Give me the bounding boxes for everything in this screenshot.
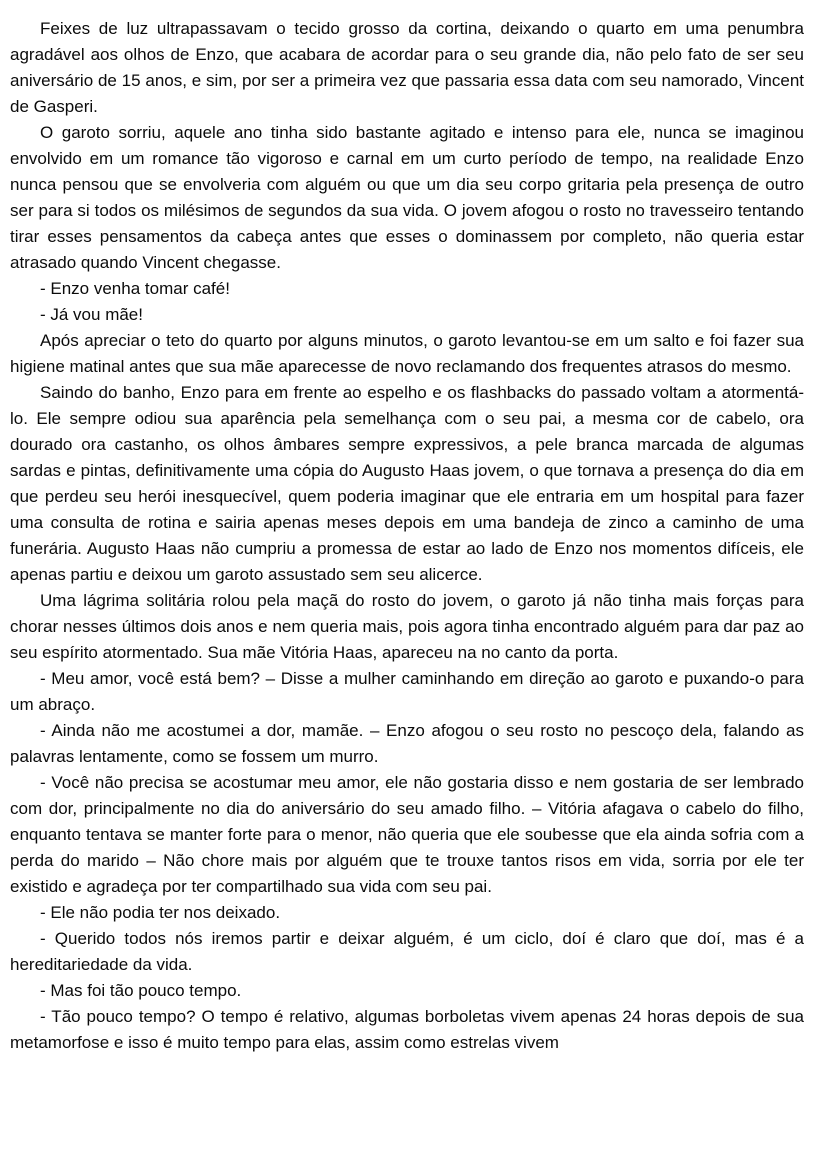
paragraph-2: O garoto sorriu, aquele ano tinha sido bastante agitado e intenso para ele, nunca se imaginou envolvido em um romance tão vigoroso e carnal em um curto período de tempo, na realidade Enzo nunca pensou que se envolveria com alguém ou que um dia seu corpo gritaria pela presença de outro ser para si todos os milésimos de segundos da sua vida. O jovem afogou o rosto no travesseiro tentando tirar esses pensamentos da cabeça antes que esses o dominassem por completo, não queria estar atrasado quando Vincent chegasse. bbox=[10, 123, 804, 272]
paragraph-3: Após apreciar o teto do quarto por alguns minutos, o garoto levantou-se em um salto e foi fazer sua higiene matinal antes que sua mãe aparecesse de novo reclamando dos frequentes atrasos do mesmo. bbox=[10, 331, 804, 376]
dialogue-line-6: - Ele não podia ter nos deixado. bbox=[40, 903, 281, 922]
dialogue-line-5: - Você não precisa se acostumar meu amor, ele não gostaria disso e nem gostaria de ser lembrado com dor, principalmente no dia do aniversário do seu amado filho. – Vitória afagava o cabelo do filho, enquanto tentava se manter forte para o menor, não queria que ele soubesse que ela ainda sofria com a perda do marido – Não chore mais por alguém que te trouxe tantos risos em vida, sorria por ele ter existido e agradeça por ter compartilhado sua vida com seu pai. bbox=[10, 773, 804, 896]
dialogue-line-8: - Mas foi tão pouco tempo. bbox=[40, 981, 242, 1000]
paragraph-1: Feixes de luz ultrapassavam o tecido grosso da cortina, deixando o quarto em uma penumbra agradável aos olhos de Enzo, que acabara de acordar para o seu grande dia, não pelo fato de ser seu aniversário de 15 anos, e sim, por ser a primeira vez que passaria essa data com seu namorado, Vincent de Gasperi. bbox=[10, 19, 804, 116]
dialogue-line-7: - Querido todos nós iremos partir e deixar alguém, é um ciclo, doí é claro que doí, mas é a hereditariedade da vida. bbox=[10, 929, 804, 974]
dialogue-line-2: - Já vou mãe! bbox=[40, 305, 143, 324]
dialogue-line-1: - Enzo venha tomar café! bbox=[40, 279, 230, 298]
dialogue-line-4: - Ainda não me acostumei a dor, mamãe. – Enzo afogou o seu rosto no pescoço dela, falando as palavras lentamente, como se fossem um murro. bbox=[10, 721, 804, 766]
paragraph-4: Saindo do banho, Enzo para em frente ao espelho e os flashbacks do passado voltam a atormentá-lo. Ele sempre odiou sua aparência pela semelhança com o seu pai, a mesma cor de cabelo, ora dourado ora castanho, os olhos âmbares sempre expressivos, a pele branca marcada de algumas sardas e pintas, definitivamente uma cópia do Augusto Haas jovem, o que tornava a presença do dia em que perdeu seu herói inesquecível, quem poderia imaginar que ele entraria em um hospital para fazer uma consulta de rotina e sairia apenas meses depois em uma bandeja de zinco a caminho de uma funerária. Augusto Haas não cumpriu a promessa de estar ao lado de Enzo nos momentos difíceis, ele apenas partiu e deixou um garoto assustado sem seu alicerce. bbox=[10, 383, 804, 584]
dialogue-line-9: - Tão pouco tempo? O tempo é relativo, algumas borboletas vivem apenas 24 horas depois de sua metamorfose e isso é muito tempo para elas, assim como estrelas vivem bbox=[10, 1007, 804, 1052]
paragraph-5: Uma lágrima solitária rolou pela maçã do rosto do jovem, o garoto já não tinha mais forças para chorar nesses últimos dois anos e nem queria mais, pois agora tinha encontrado alguém para dar paz ao seu espírito atormentado. Sua mãe Vitória Haas, apareceu na no canto da porta. bbox=[10, 591, 804, 662]
dialogue-line-3: - Meu amor, você está bem? – Disse a mulher caminhando em direção ao garoto e puxando-o para um abraço. bbox=[10, 669, 804, 714]
